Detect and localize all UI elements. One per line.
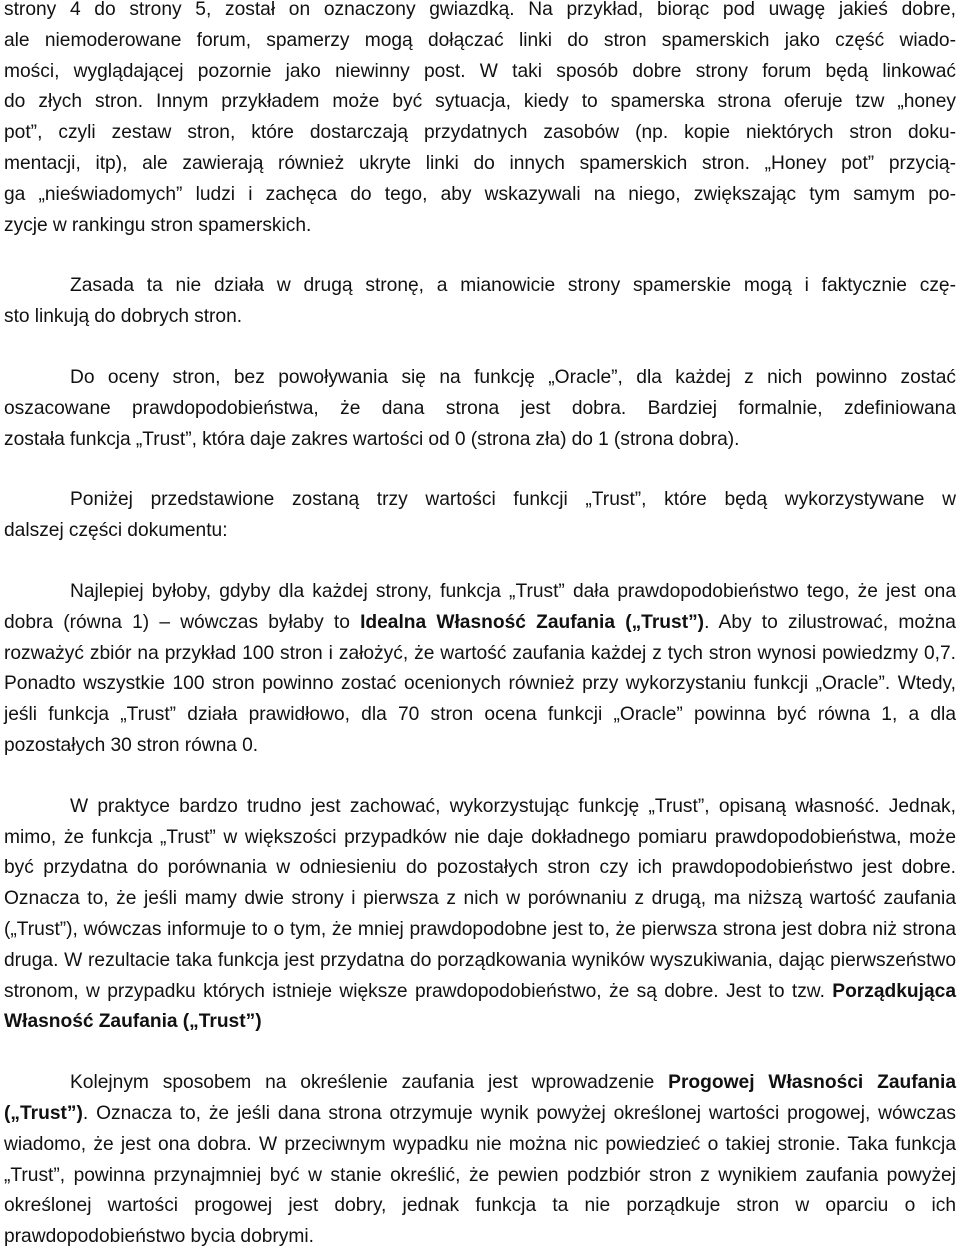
text-line: Poniżej przedstawione zostaną trzy wartości funkcji „Trust”, które będą wykorzystywane w bbox=[70, 489, 956, 511]
text-run: Najlepiej byłoby, gdyby dla każdej strony, funkcja „Trust” dała prawdopodobieństwo tego, że jest ona dobra (równa 1) – wówczas byłaby to bbox=[4, 580, 956, 633]
text-line: oszacowane prawdopodobieństwa, że dana strona jest dobra. Bardziej formalnie, zdefiniowana bbox=[4, 397, 956, 419]
paragraph-spam-links bbox=[4, 0, 956, 241]
paragraph-ideal-trust bbox=[4, 577, 956, 762]
paragraph-ordered-trust bbox=[4, 792, 956, 1038]
text-run: Kolejnym sposobem na określenie zaufania jest wprowadzenie bbox=[70, 1072, 669, 1094]
term-threshold-trust: Progowej Własności Zaufania („Trust”) bbox=[4, 1072, 956, 1124]
text-line: ale niemoderowane forum, spamerzy mogą dołączać linki do stron spamerskich jako część wiado- bbox=[4, 29, 956, 51]
paragraph-reverse-principle bbox=[4, 271, 956, 333]
text-line: ga „nieświadomych” ludzi i zachęca do tego, aby wskazywali na niego, zwiększając tym samym po- bbox=[4, 183, 956, 205]
term-ordered-trust: Porządkująca Własność Zaufania („Trust”) bbox=[4, 980, 956, 1033]
text-line: mentacji, itp), ale zawierają również ukryte linki do innych spamerskich stron. „Honey pot” przycią- bbox=[4, 152, 956, 174]
text-line: Zasada ta nie działa w drugą stronę, a mianowicie strony spamerskie mogą i faktycznie czę- bbox=[70, 275, 956, 297]
text-line: została funkcja „Trust”, która daje zakres wartości od 0 (strona zła) do 1 (strona dobra). bbox=[4, 428, 740, 450]
text-run: . Oznacza to, że jeśli dana strona otrzymuje wynik powyżej określonej wartości progowej, wówczas wiadomo, że jest ona dobra. W przeciwnym wypadku nie można nic powiedzieć o takiej stronie. Taka funkcja „Trust”, powinna przynajmniej być w stanie określić, że pewien podzbiór stron z wynikiem zaufania powyżej określonej wartości progowej jest dobry, jednak funkcja ta nie porządkuje stron w oparciu o ich prawdopodobieństwo bycia dobrymi. bbox=[4, 1102, 956, 1248]
text-run: . Aby to zilustrować, można rozważyć zbiór na przykład 100 stron i założyć, że wartość zaufania każdej z tych stron wynosi powiedzmy 0,7. Ponadto wszystkie 100 stron powinno zostać ocenionych również przy wykorzystaniu funkcji „Oracle”. Wtedy, jeśli funkcja „Trust” działa prawidłowo, dla 70 stron ocena funkcji „Oracle” powinna być równa 1, a dla pozostałych 30 stron równa 0. bbox=[4, 611, 956, 756]
text-line: sto linkują do dobrych stron. bbox=[4, 306, 243, 328]
text-run: W praktyce bardzo trudno jest zachować, wykorzystując funkcję „Trust”, opisaną własność. Jednak, mimo, że funkcja „Trust” w większości przypadków nie daje dokładnego pomiaru prawdopodobieństwa, może być przydatna do porównania w odniesieniu do pozostałych stron czy ich prawdopodobieństwo jest dobre. Oznacza to, że jeśli mamy dwie strony i pierwsza z nich w porównaniu z drugą, ma niższą wartość zaufania („Trust”), wówczas informuje to o tym, że mniej prawdopodobne jest to, że pierwsza strona jest dobra niż strona druga. W rezultacie taka funkcja jest przydatna do porządkowania wyników wyszukiwania, dając pierwszeństwo stronom, w przypadku których istnieje większe prawdopodobieństwo, że są dobre. Jest to tzw. bbox=[4, 795, 956, 1002]
paragraph-trust-definition bbox=[4, 363, 956, 455]
text-line: zycje w rankingu stron spamerskich. bbox=[4, 214, 312, 236]
document-page bbox=[4, 0, 956, 1253]
term-ideal-trust: Idealna Własność Zaufania („Trust”) bbox=[360, 611, 705, 633]
text-line: Do oceny stron, bez powoływania się na funkcję „Oracle”, dla każdej z nich powinno zostać bbox=[70, 366, 956, 388]
paragraph-threshold-trust bbox=[4, 1068, 956, 1253]
text-line: pot”, czyli zestaw stron, które dostarczają przydatnych zasobów (np. kopie niektórych stron doku- bbox=[4, 122, 956, 144]
text-line: mości, wyglądającej pozornie jako niewinny post. W taki sposób dobre strony forum będą linkować bbox=[4, 60, 956, 82]
text-line: strony 4 do strony 5, został on oznaczony gwiazdką. Na przykład, biorąc pod uwagę jakieś dobre, bbox=[4, 0, 956, 20]
paragraph-three-values bbox=[4, 485, 956, 547]
text-line: dalszej części dokumentu: bbox=[4, 520, 228, 542]
text-line: do złych stron. Innym przykładem może być sytuacja, kiedy to spamerska strona oferuje tzw „honey bbox=[4, 91, 956, 113]
